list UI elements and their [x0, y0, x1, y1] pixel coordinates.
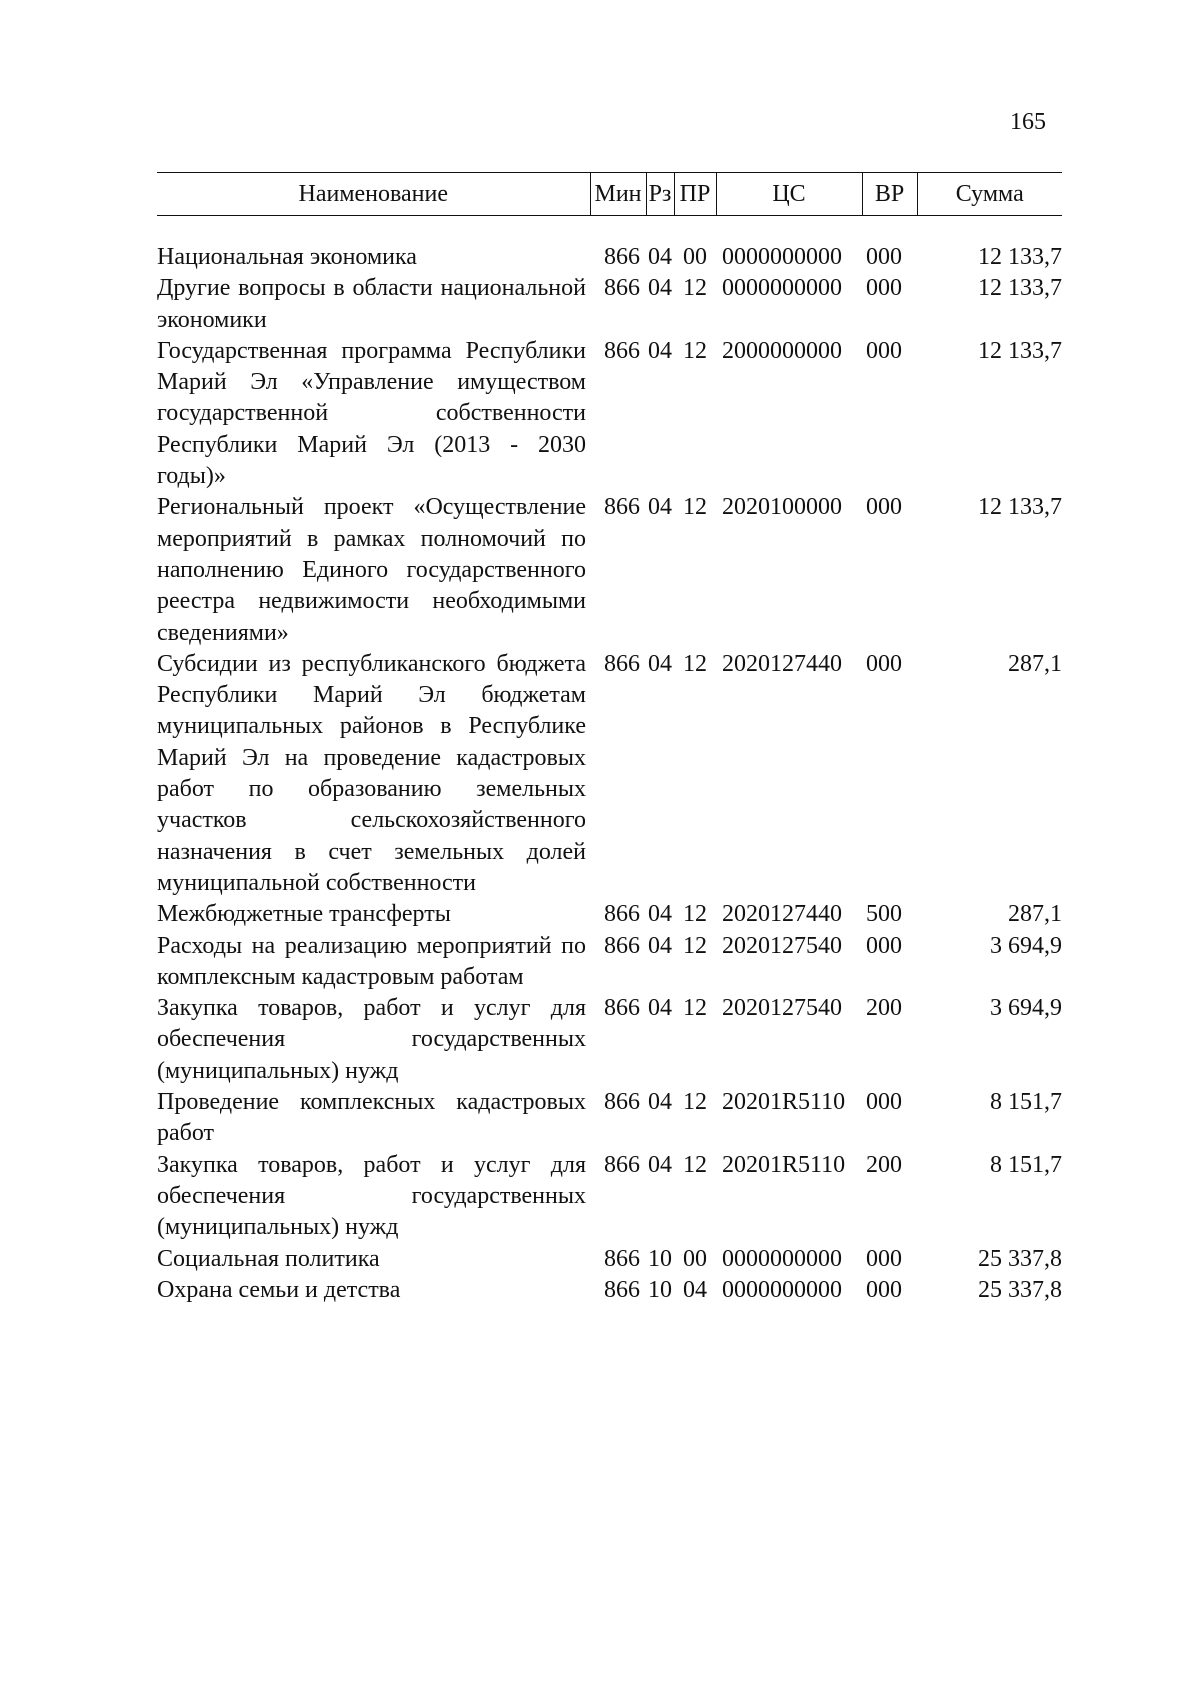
cell-sum: 12 133,7 [978, 275, 1062, 302]
cell-vr: 000 [866, 1089, 902, 1116]
cell-min: 866 [604, 995, 640, 1022]
cell-min: 866 [604, 650, 640, 677]
cell-name: Закупка товаров, работ и услуг для обеспечения государственных (муниципальных) нужд [157, 995, 586, 1084]
cell-name: Государственная программа Республики Марий Эл «Управление имуществом государственной собственности Республики Марий Эл (2013 - 2030 годы)» [157, 337, 586, 490]
spacer-cell [157, 216, 1062, 243]
cell-sum: 12 133,7 [978, 494, 1062, 521]
header-pr: ПР [674, 173, 716, 216]
cell-cs: 2020100000 [722, 494, 842, 521]
cell-pr: 12 [683, 901, 707, 928]
cell-pr: 12 [683, 1151, 707, 1178]
cell-sum: 12 133,7 [978, 244, 1062, 270]
cell-vr: 000 [866, 932, 902, 959]
table-header [157, 173, 1062, 216]
table-row [157, 273, 1062, 336]
cell-vr: 000 [866, 275, 902, 302]
header-name: Наименование [157, 173, 590, 216]
cell-pr: 12 [683, 1089, 707, 1116]
cell-pr: 04 [683, 1276, 707, 1303]
cell-rz: 04 [648, 275, 672, 302]
cell-rz: 04 [648, 650, 672, 677]
cell-min: 866 [604, 1276, 640, 1303]
cell-rz: 04 [648, 494, 672, 521]
table-row [157, 1244, 1062, 1275]
cell-name: Социальная политика [157, 1245, 380, 1272]
cell-vr: 000 [866, 1245, 902, 1272]
table-row [157, 1150, 1062, 1244]
cell-pr: 12 [683, 650, 707, 677]
cell-rz: 04 [648, 244, 672, 270]
cell-cs: 0000000000 [722, 244, 842, 270]
header-rz: Рз [646, 173, 674, 216]
cell-sum: 8 151,7 [990, 1151, 1062, 1178]
cell-rz: 10 [648, 1276, 672, 1303]
header-vr: ВР [862, 173, 917, 216]
cell-min: 866 [604, 337, 640, 364]
cell-pr: 12 [683, 932, 707, 959]
table-body [157, 216, 1062, 1307]
cell-min: 866 [604, 1089, 640, 1116]
cell-cs: 20201R5110 [722, 1089, 846, 1116]
cell-sum: 12 133,7 [978, 337, 1062, 364]
cell-min: 866 [604, 932, 640, 959]
cell-rz: 04 [648, 901, 672, 928]
cell-cs: 2020127540 [722, 995, 842, 1022]
table-row [157, 649, 1062, 899]
cell-name: Охрана семьи и детства [157, 1276, 401, 1303]
cell-pr: 12 [683, 995, 707, 1022]
cell-pr: 12 [683, 494, 707, 521]
cell-vr: 200 [866, 995, 902, 1022]
cell-pr: 00 [683, 1245, 707, 1272]
table-row [157, 899, 1062, 930]
header-cs: ЦС [716, 173, 862, 216]
cell-sum: 3 694,9 [990, 932, 1062, 959]
table-row [157, 1275, 1062, 1306]
cell-min: 866 [604, 244, 640, 270]
header-min: Мин [590, 173, 646, 216]
cell-rz: 04 [648, 1089, 672, 1116]
cell-min: 866 [604, 275, 640, 302]
cell-rz: 04 [648, 995, 672, 1022]
cell-cs: 2020127540 [722, 932, 842, 959]
cell-cs: 2000000000 [722, 337, 842, 364]
cell-cs: 20201R5110 [722, 1151, 846, 1178]
cell-sum: 8 151,7 [990, 1089, 1062, 1116]
cell-cs: 2020127440 [722, 901, 842, 928]
cell-name: Расходы на реализацию мероприятий по комплексным кадастровым работам [157, 932, 586, 990]
cell-vr: 200 [866, 1151, 902, 1178]
cell-rz: 04 [648, 337, 672, 364]
cell-rz: 10 [648, 1245, 672, 1272]
table-row [157, 492, 1062, 648]
table-row [157, 242, 1062, 273]
cell-name: Национальная экономика [157, 244, 417, 270]
cell-min: 866 [604, 901, 640, 928]
cell-sum: 25 337,8 [978, 1245, 1062, 1272]
cell-vr: 000 [866, 244, 902, 270]
page-number: 165 [1010, 109, 1046, 135]
cell-pr: 12 [683, 275, 707, 302]
cell-cs: 2020127440 [722, 650, 842, 677]
cell-pr: 00 [683, 244, 707, 270]
cell-name: Закупка товаров, работ и услуг для обеспечения государственных (муниципальных) нужд [157, 1151, 586, 1241]
cell-min: 866 [604, 1151, 640, 1178]
cell-name: Межбюджетные трансферты [157, 901, 451, 928]
table-row [157, 1087, 1062, 1150]
cell-name: Другие вопросы в области национальной экономики [157, 275, 586, 333]
table-row [157, 931, 1062, 994]
cell-vr: 000 [866, 1276, 902, 1303]
cell-sum: 25 337,8 [978, 1276, 1062, 1303]
cell-vr: 000 [866, 337, 902, 364]
table-row [157, 993, 1062, 1087]
cell-cs: 0000000000 [722, 275, 842, 302]
cell-min: 866 [604, 494, 640, 521]
cell-cs: 0000000000 [722, 1245, 842, 1272]
cell-rz: 04 [648, 1151, 672, 1178]
cell-vr: 000 [866, 494, 902, 521]
cell-name: Проведение комплексных кадастровых работ [157, 1089, 586, 1147]
cell-min: 866 [604, 1245, 640, 1272]
cell-cs: 0000000000 [722, 1276, 842, 1303]
cell-vr: 000 [866, 650, 902, 677]
header-spacer [157, 216, 1062, 243]
cell-name: Субсидии из республиканского бюджета Республики Марий Эл бюджетам муниципальных районов в Республике Марий Эл на проведение кадастровых работ по образованию земельных участков сельскохозяйственного назначения в счет земельных долей муниципальной собственности [157, 650, 586, 896]
cell-sum: 287,1 [1008, 901, 1062, 928]
cell-name: Региональный проект «Осуществление мероприятий в рамках полномочий по наполнению Единого государственного реестра недвижимости необходимыми сведениями» [157, 494, 586, 646]
cell-rz: 04 [648, 932, 672, 959]
cell-pr: 12 [683, 337, 707, 364]
header-sum: Сумма [917, 173, 1062, 216]
cell-sum: 287,1 [1008, 650, 1062, 677]
table-row [157, 336, 1062, 492]
cell-sum: 3 694,9 [990, 995, 1062, 1022]
cell-vr: 500 [866, 901, 902, 928]
budget-table [157, 172, 1062, 1306]
